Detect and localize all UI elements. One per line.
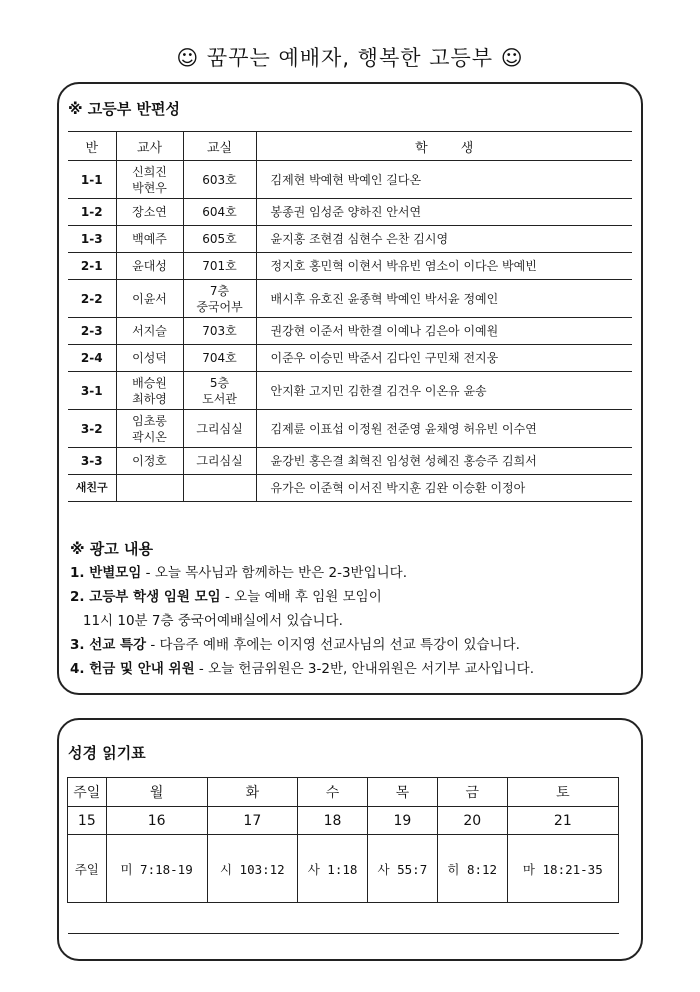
students-cell: 배시후 유호진 윤종혁 박예인 박서윤 정예인 xyxy=(256,280,632,318)
class-section-heading: ※ 고등부 반편성 xyxy=(68,100,180,118)
ban-cell: 1-1 xyxy=(68,161,116,199)
ban-cell: 1-3 xyxy=(68,226,116,253)
notice-item xyxy=(70,561,534,585)
table-row xyxy=(68,199,632,226)
header-room: 교실 xyxy=(183,132,256,161)
students-cell: 이준우 이승민 박준서 김다인 구민채 전지웅 xyxy=(256,345,632,372)
teacher-cell xyxy=(116,475,183,502)
reading-passage: 히 8:12 xyxy=(437,835,507,903)
students-cell: 김제현 박예현 박예인 길다온 xyxy=(256,161,632,199)
ban-cell: 3-1 xyxy=(68,372,116,410)
reading-date: 19 xyxy=(367,807,437,835)
notice-text: - 오늘 헌금위원은 3-2반, 안내위원은 서기부 교사입니다. xyxy=(194,661,535,677)
notice-text: - 오늘 예배 후 임원 모임이 xyxy=(220,589,382,605)
class-table-header xyxy=(68,132,632,161)
students-cell: 권강현 이준서 박한결 이예나 김은아 이예원 xyxy=(256,318,632,345)
notice-text: - 다음주 예배 후에는 이지영 선교사님의 선교 특강이 있습니다. xyxy=(146,637,520,653)
teacher-cell: 이윤서 xyxy=(116,280,183,318)
students-cell: 윤강빈 홍은결 최혁진 임성현 성혜진 홍승주 김희서 xyxy=(256,448,632,475)
reading-table xyxy=(67,777,619,934)
table-row xyxy=(68,318,632,345)
reading-heading: 성경 읽기표 xyxy=(68,744,146,762)
notice-item xyxy=(70,609,534,633)
teacher-cell: 백예주 xyxy=(116,226,183,253)
table-row xyxy=(68,226,632,253)
room-cell: 7층 중국어부 xyxy=(183,280,256,318)
room-cell: 703호 xyxy=(183,318,256,345)
students-cell: 안지환 고지민 김한결 김건우 이온유 윤송 xyxy=(256,372,632,410)
reading-date: 17 xyxy=(207,807,298,835)
teacher-cell: 임초롱 곽시온 xyxy=(116,410,183,448)
reading-day: 금 xyxy=(437,778,507,807)
header-students: 학 생 xyxy=(256,132,632,161)
notice-label: 3. 선교 특강 xyxy=(70,637,147,653)
teacher-cell: 이성덕 xyxy=(116,345,183,372)
ban-cell: 새친구 xyxy=(68,475,116,502)
students-cell: 유가은 이준혁 이서진 박지훈 김완 이승환 이정아 xyxy=(256,475,632,502)
reading-date: 21 xyxy=(507,807,618,835)
reading-date: 18 xyxy=(298,807,368,835)
teacher-cell: 이정호 xyxy=(116,448,183,475)
table-row xyxy=(68,372,632,410)
notice-item xyxy=(70,633,534,657)
ban-cell: 1-2 xyxy=(68,199,116,226)
room-cell: 그리심실 xyxy=(183,410,256,448)
room-cell xyxy=(183,475,256,502)
notice-list xyxy=(70,537,534,681)
reading-day: 주일 xyxy=(68,778,107,807)
notice-heading: ※ 광고 내용 xyxy=(70,540,153,558)
students-cell: 김제륜 이표섭 이정원 전준영 윤채영 허유빈 이수연 xyxy=(256,410,632,448)
students-cell: 정지호 홍민혁 이현서 박유빈 염소이 이다은 박예빈 xyxy=(256,253,632,280)
header-teacher: 교사 xyxy=(116,132,183,161)
reading-day: 목 xyxy=(367,778,437,807)
reading-days-row xyxy=(68,778,619,807)
notice-label: 4. 헌금 및 안내 위원 xyxy=(70,661,195,677)
reading-date: 20 xyxy=(437,807,507,835)
table-row xyxy=(68,253,632,280)
page-title: ☺ 꿈꾸는 예배자, 행복한 고등부 ☺ xyxy=(176,46,524,70)
reading-dates-row xyxy=(68,807,619,835)
reading-blank-row xyxy=(68,903,619,934)
teacher-cell: 윤대성 xyxy=(116,253,183,280)
reading-date: 16 xyxy=(106,807,207,835)
room-cell: 704호 xyxy=(183,345,256,372)
students-cell: 봉종권 임성준 양하진 안서연 xyxy=(256,199,632,226)
notice-label: 2. 고등부 학생 임원 모임 xyxy=(70,589,221,605)
reading-passage: 주일 xyxy=(68,835,107,903)
ban-cell: 2-2 xyxy=(68,280,116,318)
reading-passage: 사 55:7 xyxy=(367,835,437,903)
reading-passages-row xyxy=(68,835,619,903)
room-cell: 605호 xyxy=(183,226,256,253)
table-row xyxy=(68,345,632,372)
teacher-cell: 장소연 xyxy=(116,199,183,226)
reading-day: 토 xyxy=(507,778,618,807)
ban-cell: 3-2 xyxy=(68,410,116,448)
reading-day: 화 xyxy=(207,778,298,807)
room-cell: 603호 xyxy=(183,161,256,199)
table-row xyxy=(68,410,632,448)
ban-cell: 2-4 xyxy=(68,345,116,372)
notice-item xyxy=(70,585,534,609)
room-cell: 5층 도서관 xyxy=(183,372,256,410)
room-cell: 701호 xyxy=(183,253,256,280)
students-cell: 윤지홍 조현겸 심현수 은찬 김시영 xyxy=(256,226,632,253)
teacher-cell: 서지슬 xyxy=(116,318,183,345)
ban-cell: 2-1 xyxy=(68,253,116,280)
teacher-cell: 신희진 박현우 xyxy=(116,161,183,199)
header-ban: 반 xyxy=(68,132,116,161)
teacher-cell: 배승원 최하영 xyxy=(116,372,183,410)
notice-text: - 오늘 목사님과 함께하는 반은 2-3반입니다. xyxy=(141,565,408,581)
reading-date: 15 xyxy=(68,807,107,835)
table-row xyxy=(68,448,632,475)
ban-cell: 3-3 xyxy=(68,448,116,475)
table-row xyxy=(68,161,632,199)
ban-cell: 2-3 xyxy=(68,318,116,345)
table-row xyxy=(68,475,632,502)
notice-label: 1. 반별모임 xyxy=(70,565,142,581)
reading-passage: 사 1:18 xyxy=(298,835,368,903)
reading-passage: 시 103:12 xyxy=(207,835,298,903)
notice-item xyxy=(70,657,534,681)
notice-text: 11시 10분 7층 중국어예배실에서 있습니다. xyxy=(70,613,343,629)
class-table xyxy=(68,131,632,502)
reading-day: 수 xyxy=(298,778,368,807)
room-cell: 604호 xyxy=(183,199,256,226)
reading-day: 월 xyxy=(106,778,207,807)
reading-passage: 마 18:21-35 xyxy=(507,835,618,903)
room-cell: 그리심실 xyxy=(183,448,256,475)
table-row xyxy=(68,280,632,318)
reading-passage: 미 7:18-19 xyxy=(106,835,207,903)
